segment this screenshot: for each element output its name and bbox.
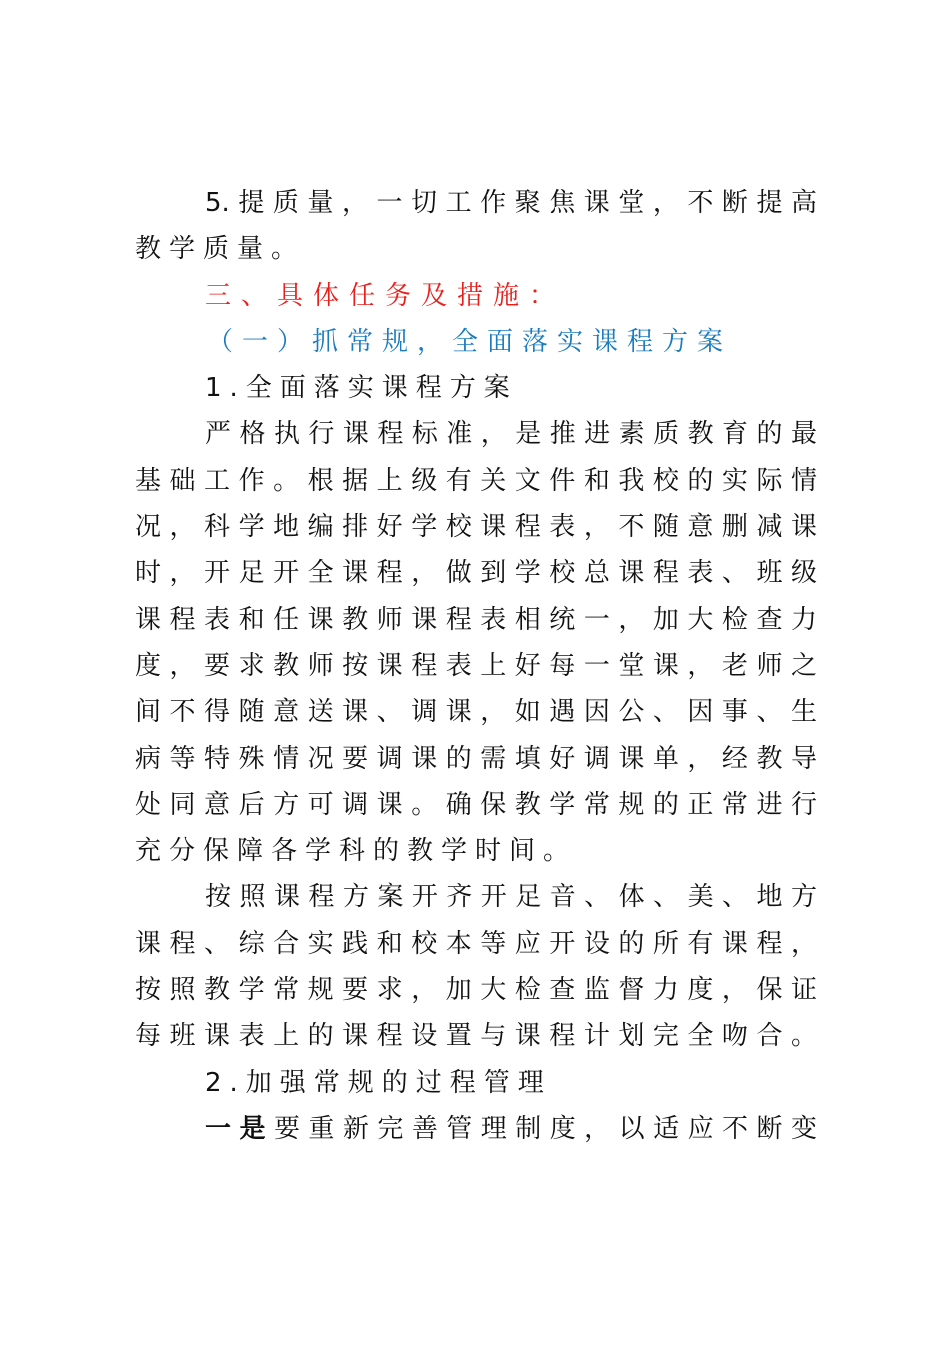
subsection-heading: （一）抓常规，全面落实课程方案	[207, 326, 733, 357]
paragraph-line: 严格执行课程标准，是推进素质教育的最	[205, 419, 817, 450]
paragraph-line: 处同意后方可调课。确保教学常规的正常进行	[135, 789, 817, 820]
paragraph-line: 病等特殊情况要调课的需填好调课单，经教导	[135, 743, 817, 774]
paragraph-line: 时，开足开全课程，做到学校总课程表、班级	[135, 558, 817, 589]
section-heading: 三、具体任务及措施：	[205, 280, 566, 311]
paragraph-line: 间不得随意送课、调课，如遇因公、因事、生	[135, 697, 817, 728]
paragraph-line: 课程、综合实践和校本等应开设的所有课程，	[135, 928, 817, 959]
item-heading: 1.全面落实课程方案	[205, 373, 518, 404]
paragraph-line: 课程表和任课教师课程表相统一，加大检查力	[135, 604, 817, 635]
document-page	[135, 180, 817, 1152]
paragraph-line: 5.提质量，一切工作聚焦课堂，不断提高	[205, 188, 817, 218]
paragraph-line: 每班课表上的课程设置与课程计划完全吻合。	[135, 1021, 817, 1052]
emphasis-text: 一是	[205, 1113, 274, 1144]
paragraph-line: 度，要求教师按课程表上好每一堂课，老师之	[135, 650, 817, 681]
item-heading: 2.加强常规的过程管理	[205, 1067, 552, 1098]
paragraph-line	[135, 1106, 817, 1152]
paragraph-text: 要重新完善管理制度，以适应不断变	[273, 1113, 817, 1144]
paragraph-line: 况，科学地编排好学校课程表，不随意删减课	[135, 512, 817, 543]
paragraph-line: 充分保障各学科的教学时间。	[135, 836, 578, 867]
paragraph-line: 按照教学常规要求，加大检查监督力度，保证	[135, 975, 817, 1006]
paragraph-line: 教学质量。	[135, 234, 306, 265]
paragraph-line: 基础工作。根据上级有关文件和我校的实际情	[135, 465, 817, 496]
paragraph-line: 按照课程方案开齐开足音、体、美、地方	[205, 882, 817, 913]
